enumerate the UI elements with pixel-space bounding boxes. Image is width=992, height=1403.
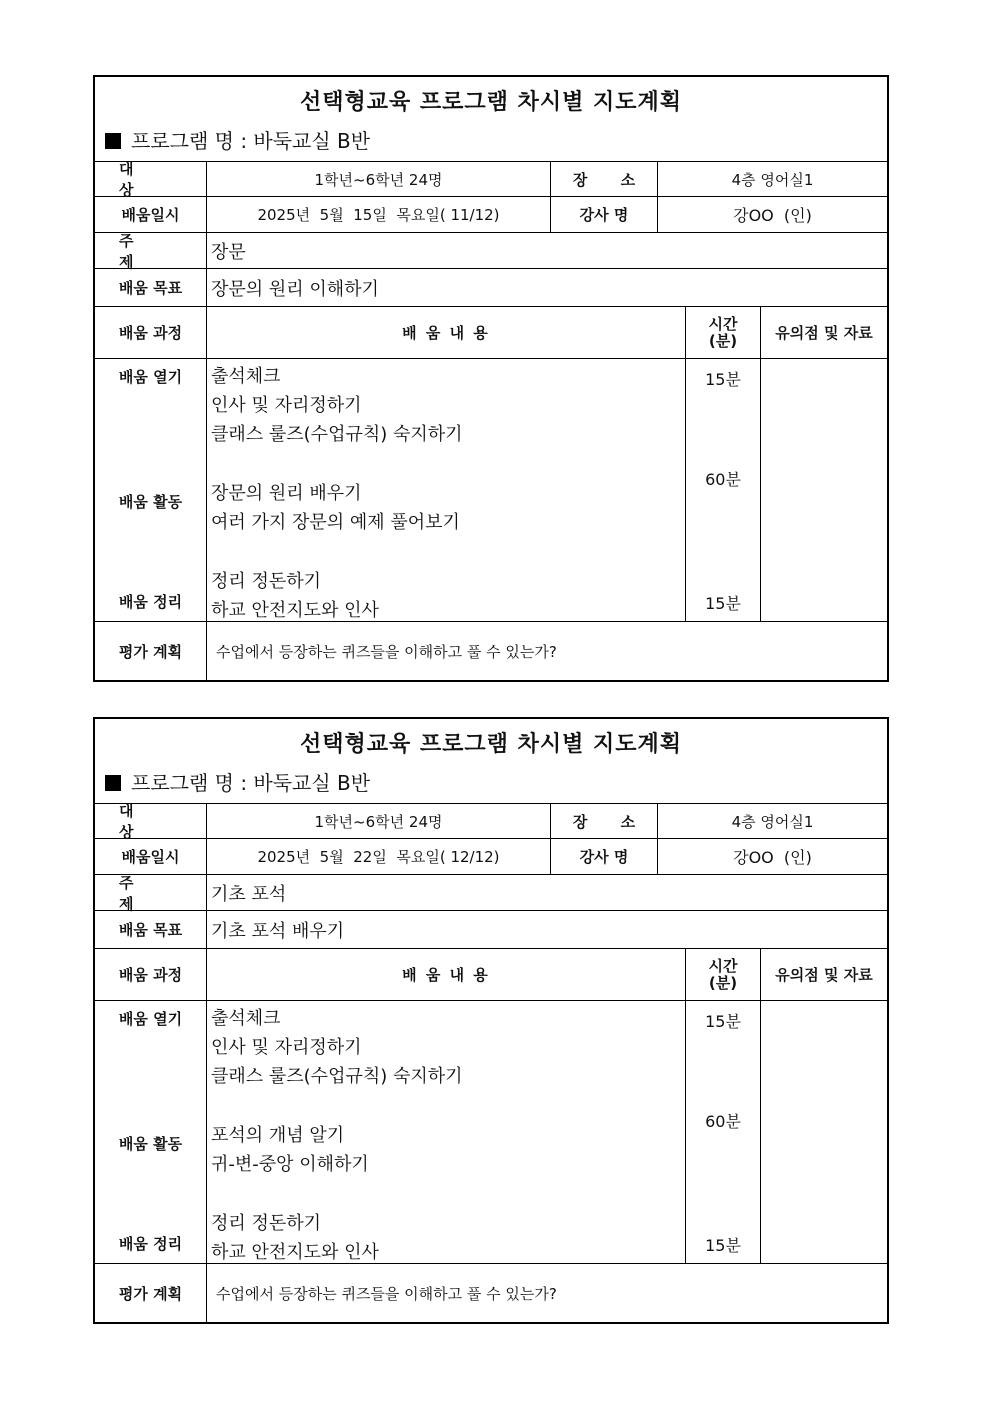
date-row [95,197,887,233]
notes-label: 유의점 및 자료 [760,949,887,1000]
content-line: 인사 및 자리정하기 [211,1037,362,1058]
stage-activity: 배움 활동 [118,493,183,511]
evaluation-row [95,1264,887,1322]
time-label-2: (분) [708,973,738,992]
teacher-label: 강사 명 [550,197,657,232]
date-row [95,839,887,875]
stage-open: 배움 열기 [118,1010,183,1028]
notes-column [760,1001,887,1263]
process-header-row [95,949,887,1001]
time-column [685,359,760,621]
evaluation-row [95,622,887,680]
content-line: 귀-변-중앙 이해하기 [211,1154,369,1175]
stage-open: 배움 열기 [118,368,183,386]
stage-close: 배움 정리 [118,593,183,611]
content-line: 하교 안전지도와 인사 [211,1242,379,1263]
process-label: 배움 과정 [118,324,183,342]
time-activity: 60분 [705,470,741,489]
content-line: 출석체크 [211,1008,281,1029]
content-line: 장문의 원리 배우기 [211,483,362,504]
goal-value: 장문의 원리 이해하기 [206,269,887,306]
date-value: 2025년 5월 15일 목요일( 11/12) [206,197,550,232]
content-line: 출석체크 [211,366,281,387]
time-header [685,307,760,358]
program-name-text: 프로그램 명 : 바둑교실 B반 [131,129,371,153]
content-line: 정리 정돈하기 [211,571,322,592]
process-body-row [95,1001,887,1264]
black-square-icon [105,775,121,791]
topic-label: 주 제 [119,873,158,913]
eval-value: 수업에서 등장하는 퀴즈들을 이해하고 풀 수 있는가? [206,1264,887,1322]
target-label: 대 상 [119,160,158,199]
black-square-icon [105,133,121,149]
content-line: 클래스 룰즈(수업규칙) 숙지하기 [211,1066,463,1087]
goal-row [95,269,887,307]
content-line: 인사 및 자리정하기 [211,395,362,416]
process-label: 배움 과정 [118,966,183,984]
topic-value: 장문 [206,233,887,268]
topic-row [95,875,887,911]
place-label: 장 소 [550,162,657,196]
process-body-row [95,359,887,622]
plan-title: 선택형교육 프로그램 차시별 지도계획 [299,90,682,115]
lesson-plan [93,717,889,1324]
program-name [105,767,370,796]
topic-row [95,233,887,269]
date-label: 배움일시 [121,848,180,866]
plan-header [95,719,887,804]
lesson-plan [93,75,889,682]
target-row [95,162,887,197]
program-name [105,125,370,154]
time-open: 15분 [705,1012,741,1031]
content-line: 정리 정돈하기 [211,1213,322,1234]
teacher-value: 강OO (인) [657,839,887,874]
time-activity: 60분 [705,1112,741,1131]
eval-label: 평가 계획 [118,642,183,661]
goal-label: 배움 목표 [118,279,183,297]
goal-label: 배움 목표 [118,921,183,939]
time-label-2: (분) [708,331,738,350]
notes-column [760,359,887,621]
place-label: 장 소 [550,804,657,838]
content-label: 배 움 내 용 [206,949,685,1000]
content-line: 하교 안전지도와 인사 [211,600,379,621]
time-label-1: 시간 [708,956,738,975]
goal-value: 기초 포석 배우기 [206,911,887,948]
teacher-label: 강사 명 [550,839,657,874]
content-line: 클래스 룰즈(수업규칙) 숙지하기 [211,424,463,445]
target-value: 1학년~6학년 24명 [206,162,550,196]
content-line: 포석의 개념 알기 [211,1125,345,1146]
content-lines [206,359,685,621]
time-label-1: 시간 [708,314,738,333]
target-row [95,804,887,839]
time-close: 15분 [705,594,741,613]
date-label: 배움일시 [121,206,180,224]
place-value: 4층 영어실1 [657,162,887,196]
time-close: 15분 [705,1236,741,1255]
plan-header [95,77,887,162]
topic-value: 기초 포석 [206,875,887,910]
eval-label: 평가 계획 [118,1284,183,1303]
stage-activity: 배움 활동 [118,1135,183,1153]
date-value: 2025년 5월 22일 목요일( 12/12) [206,839,550,874]
plan-title: 선택형교육 프로그램 차시별 지도계획 [299,732,682,757]
process-header-row [95,307,887,359]
topic-label: 주 제 [119,231,158,271]
stage-close: 배움 정리 [118,1235,183,1253]
time-column [685,1001,760,1263]
target-value: 1학년~6학년 24명 [206,804,550,838]
program-name-text: 프로그램 명 : 바둑교실 B반 [131,771,371,795]
time-header [685,949,760,1000]
teacher-value: 강OO (인) [657,197,887,232]
target-label: 대 상 [119,802,158,841]
place-value: 4층 영어실1 [657,804,887,838]
eval-value: 수업에서 등장하는 퀴즈들을 이해하고 풀 수 있는가? [206,622,887,680]
time-open: 15분 [705,370,741,389]
content-line: 여러 가지 장문의 예제 풀어보기 [211,512,460,533]
goal-row [95,911,887,949]
content-label: 배 움 내 용 [206,307,685,358]
notes-label: 유의점 및 자료 [760,307,887,358]
content-lines [206,1001,685,1263]
